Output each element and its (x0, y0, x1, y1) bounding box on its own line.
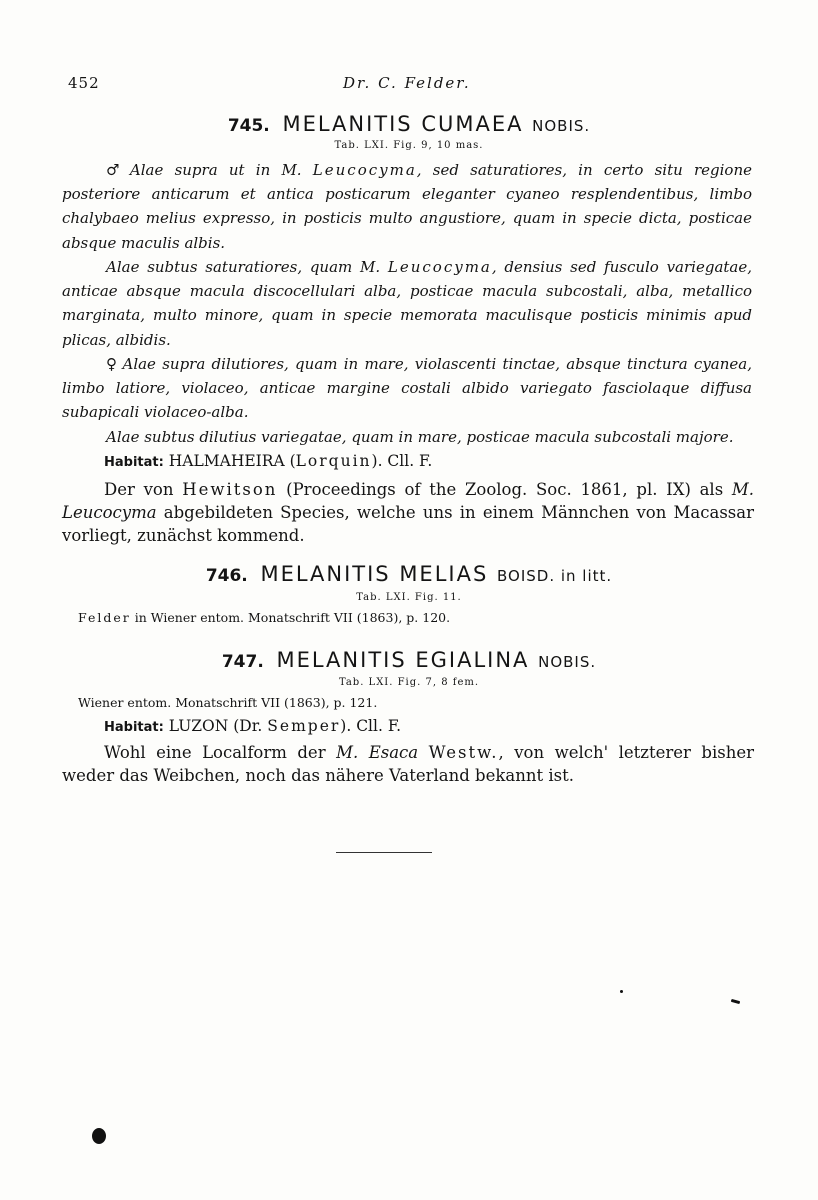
description-female-under: Alae subtus dilutius variegatae, quam in mare, posticae macula subcostali majore. (106, 428, 734, 446)
print-speck (731, 999, 740, 1004)
male-symbol-icon: ♂ (106, 161, 126, 179)
remark-paragraph: Wohl eine Localform der M. Esaca Westw., von welch' letzterer bisher weder das Weibchen, noch das nähere Vaterland bekannt ist. (62, 743, 754, 785)
species-heading-745 (0, 112, 818, 136)
habitat-line: Habitat: LUZON (Dr. Semper). Cll. F. (104, 717, 402, 735)
running-head-author: Dr. C. Felder. (343, 74, 471, 92)
species-number: 746. (205, 566, 248, 586)
ink-blot (92, 1128, 106, 1144)
plate-reference: Tab. LXI. Fig. 7, 8 fem. (338, 677, 480, 688)
species-title: MELANITIS EGIALINA (276, 648, 530, 672)
species-title: MELANITIS CUMAEA (282, 112, 524, 136)
plate-reference: Tab. LXI. Fig. 9, 10 mas. (334, 140, 484, 151)
species-title: MELANITIS MELIAS (260, 562, 489, 586)
remark-paragraph: Der von Hewitson (Proceedings of the Zoolog. Soc. 1861, pl. IX) als M. Leucocyma abgebildeten Species, welche uns in einem Männchen von Macassar vorliegt, zunächst kommend. (62, 480, 755, 545)
description-female-upper: ♀ Alae supra dilutiores, quam in mare, violascenti tinctae, absque tinctura cyanea, limbo latiore, violaceo, anticae margine costali albido variegato fasciolaque diffusa subapicali violaceo-alba. (62, 355, 752, 422)
species-number: 745. (227, 116, 270, 136)
literature-reference: Felder in Wiener entom. Monatschrift VII (1863), p. 120. (78, 610, 451, 625)
species-authority: NOBIS. (538, 653, 597, 671)
description-male-under: Alae subtus saturatiores, quam M. Leucocyma, densius sed fusculo variegatae, anticae absque macula discocellulari alba, posticae macula subcostali, alba, metallico marginata, multo minore, quam in specie memorata maculisque posticis minimis apud plicas, albidis. (62, 258, 752, 349)
description-male-upper: ♂ Alae supra ut in M. Leucocyma, sed saturatiores, in certo situ regione posteriore anticarum et antica posticarum eleganter cyaneo resplendentibus, limbo chalybaeo melius expresso, in posticis multo angustiore, quam in specie dicta, posticae absque maculis albis. (62, 161, 752, 252)
species-number: 747. (221, 652, 264, 672)
habitat-label: Habitat: (104, 720, 164, 735)
species-heading-746 (0, 562, 818, 586)
page-number: 452 (68, 74, 100, 92)
species-heading-747 (0, 648, 818, 672)
habitat-label: Habitat: (104, 455, 164, 470)
running-head (68, 74, 758, 94)
print-speck (620, 990, 623, 993)
habitat-line: Habitat: HALMAHEIRA (Lorquin). Cll. F. (104, 452, 433, 470)
plate-reference: Tab. LXI. Fig. 11. (356, 592, 462, 603)
species-authority: BOISD. in litt. (496, 567, 613, 585)
literature-reference: Wiener entom. Monatschrift VII (1863), p. 121. (78, 695, 378, 710)
female-symbol-icon: ♀ (106, 355, 119, 373)
species-authority: NOBIS. (532, 117, 591, 135)
end-rule (336, 852, 432, 853)
